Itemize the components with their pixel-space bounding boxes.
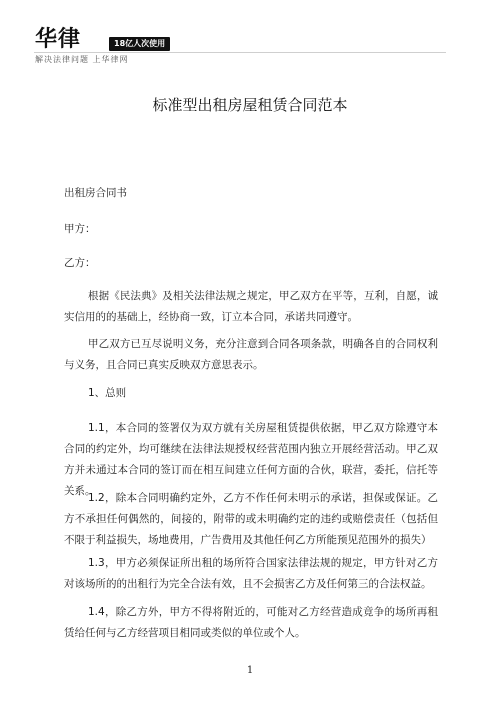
logo-name[interactable]: 华律 — [35, 27, 82, 52]
page-number: 1 — [246, 665, 254, 676]
clause-1-1: 1.1，本合同的签署仅为双方就有关房屋租赁提供依据，甲乙双方除遵守本合同的约定外，均可继续在法律法规授权经营范围内独立开展经营活动。甲乙双方并未通过本合同的签订而在相互间建立任何方面的合伙，联营，委托，信托等关系。 — [64, 422, 438, 497]
mutual-statement-paragraph: 甲乙双方已互尽说明义务，充分注意到合同各项条款，明确各自的合同权利与义务，且合同已真实反映双方意思表示。 — [64, 338, 438, 371]
party-b-label: 乙方： — [64, 257, 96, 269]
party-a-label: 甲方： — [64, 223, 96, 235]
preamble-paragraph: 根据《民法典》及相关法律法规之规定，甲乙双方在平等，互利，自愿，诚实信用的的基础上，经协商一致，订立本合同，承诺共同遵守。 — [64, 290, 438, 323]
contract-heading: 出租房合同书 — [64, 187, 127, 199]
clause-1-4: 1.4，除乙方外，甲方不得将附近的，可能对乙方经营造成竟争的场所再租赁给任何与乙方经营项目相同或类似的单位或个人。 — [64, 606, 438, 639]
clause-1-3: 1.3，甲方必须保证所出租的场所符合国家法律法规的规定，甲方针对乙方对该场所的的出租行为完全合法有效，且不会损害乙方及任何第三的合法权益。 — [64, 557, 438, 590]
clause-1-2: 1.2，除本合同明确约定外，乙方不作任何未明示的承诺，担保或保证。乙方不承担任何偶然的，间接的，附带的或未明确约定的违约或赔偿责任（包括但不限于利益损失，场地费用，广告费用及其他任何乙方所能预见范围外的损失） — [64, 492, 438, 546]
section-heading-general: 1、总则 — [88, 387, 127, 399]
logo-slogan: 解决法律问题 上华律网 — [35, 55, 129, 64]
header-divider — [34, 52, 446, 53]
document-title: 标准型出租房屋租赁合同范本 — [152, 96, 348, 114]
site-header — [0, 0, 500, 64]
logo-badge: 18亿人次使用 — [109, 37, 170, 51]
